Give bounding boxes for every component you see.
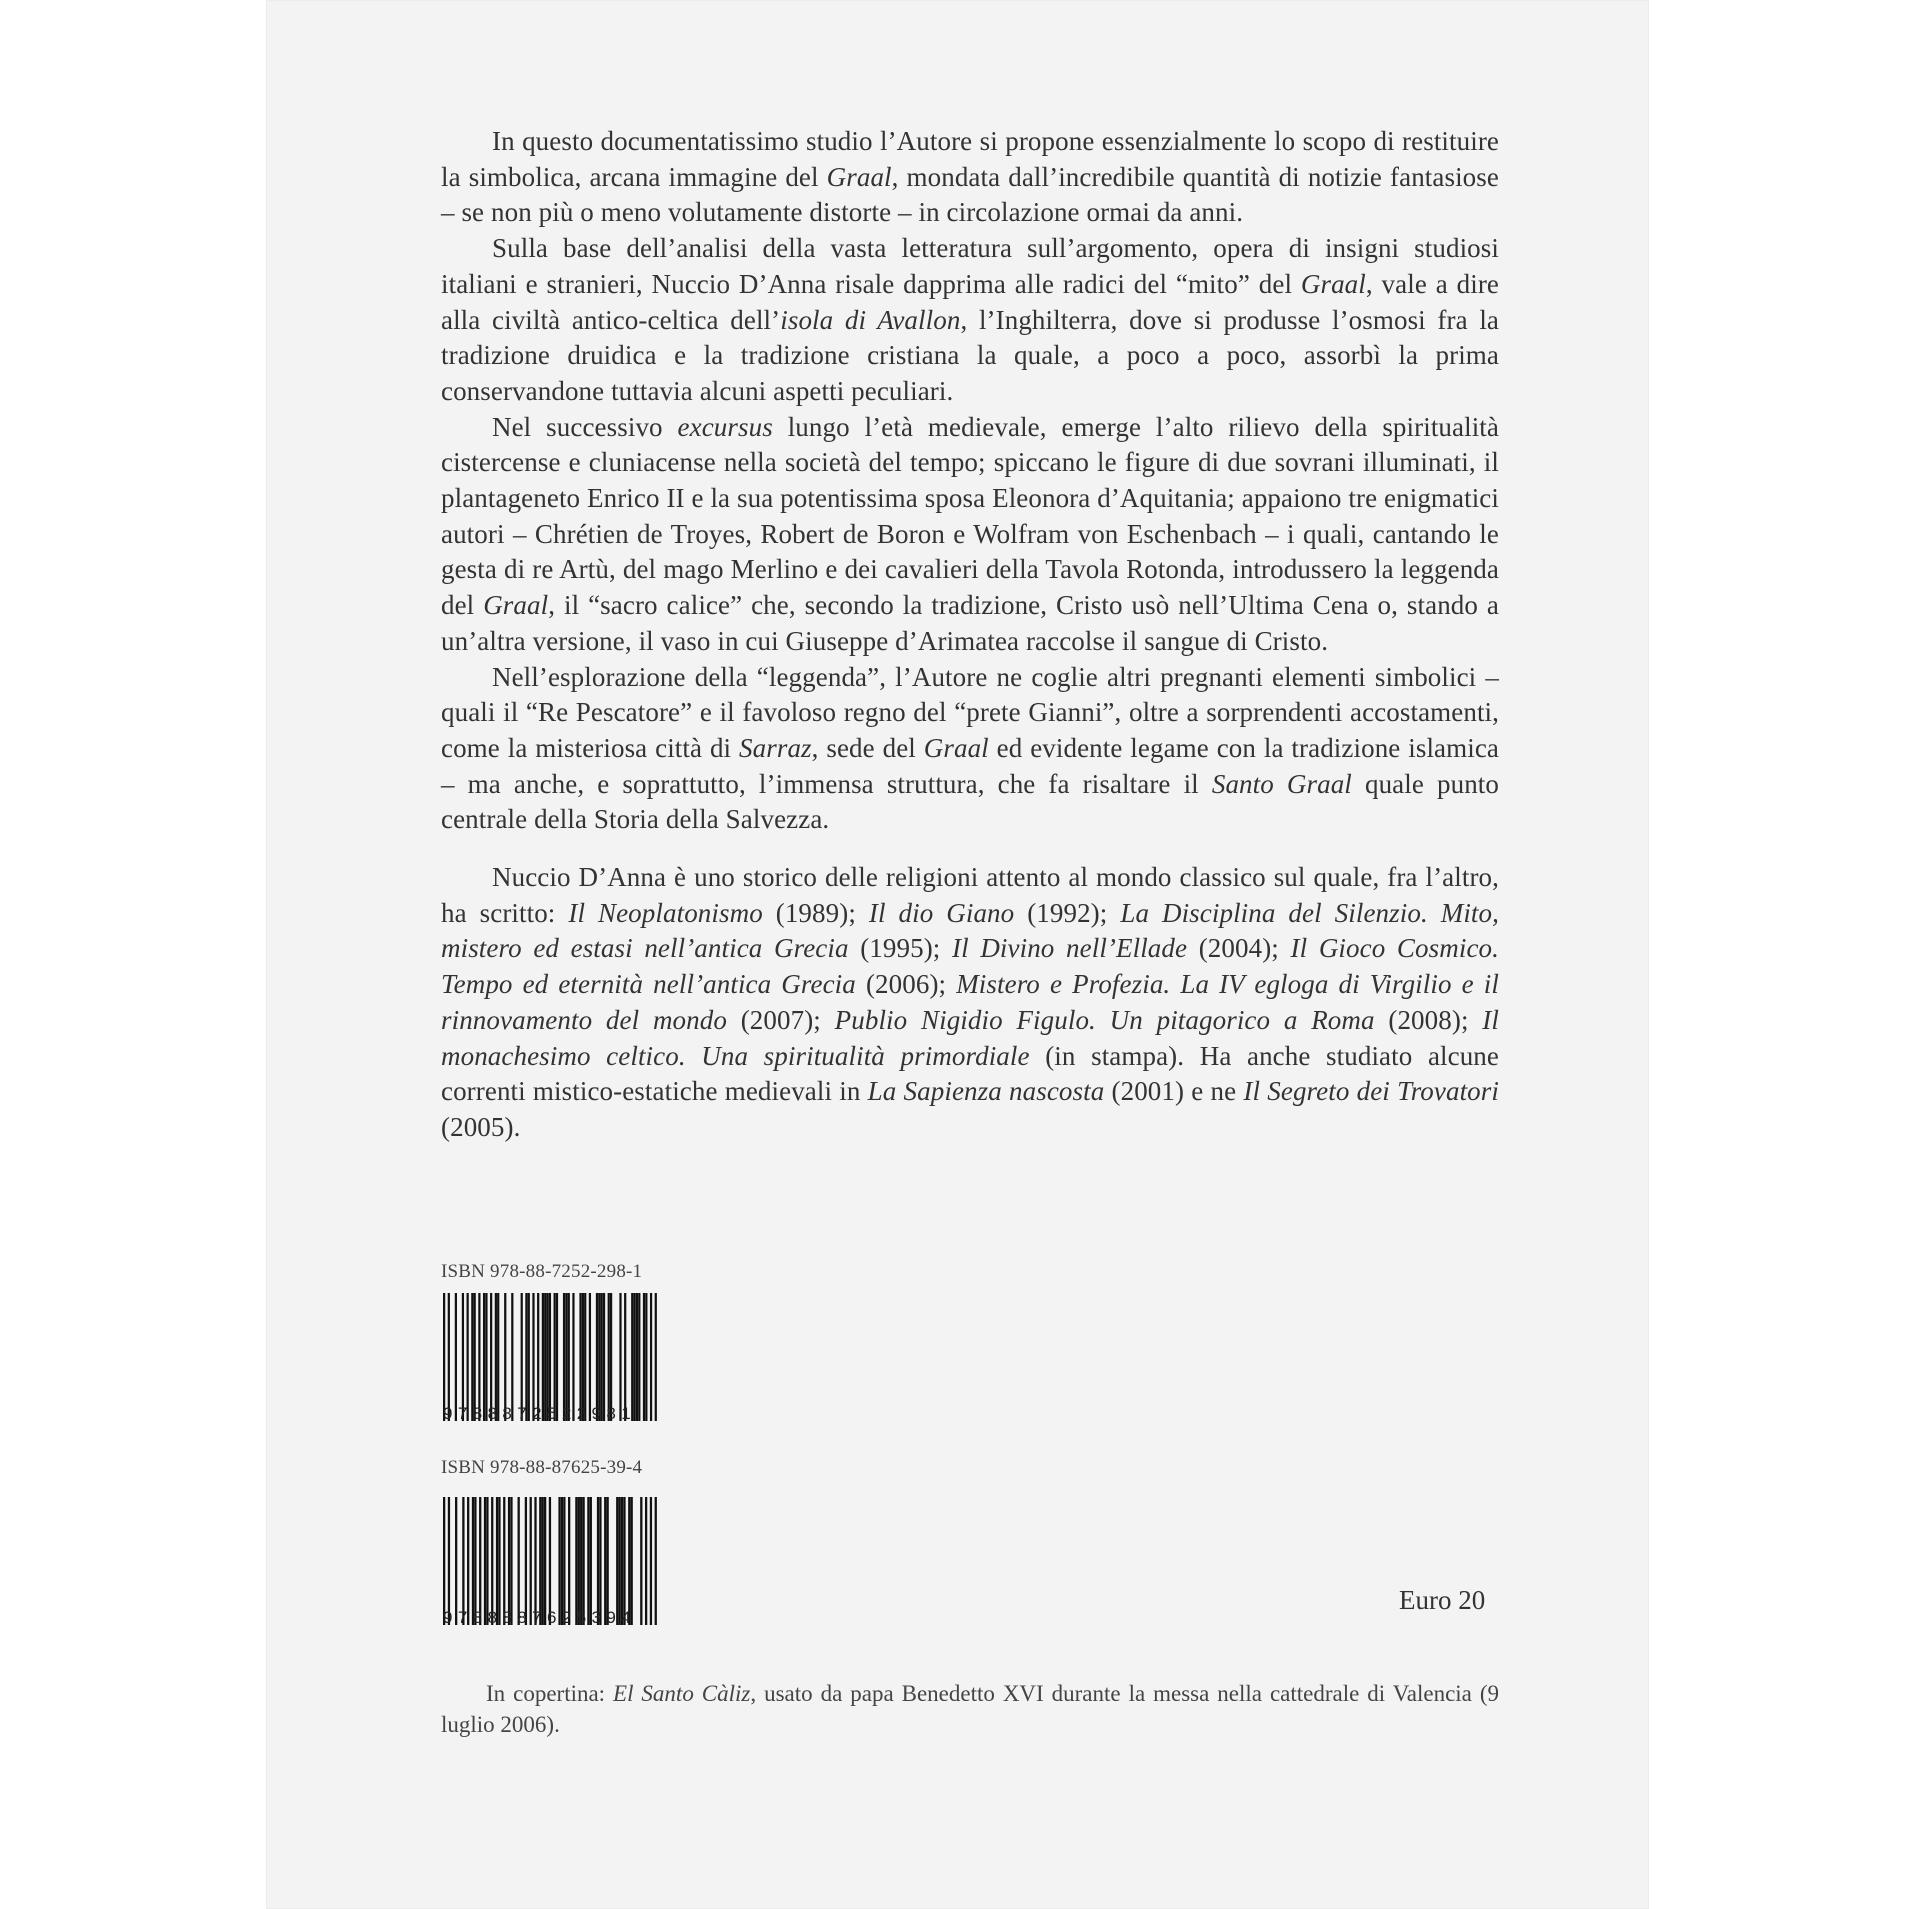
barcode-bar: [558, 1497, 560, 1625]
barcode-bar: [608, 1293, 610, 1421]
blurb-text: [441, 124, 1499, 1146]
barcode-2: [443, 1497, 657, 1625]
barcode-bar: [542, 1293, 544, 1421]
barcode-bar: [467, 1293, 469, 1421]
barcode-bar: [539, 1497, 541, 1625]
barcode-bar: [643, 1293, 645, 1421]
barcode-bar: [554, 1293, 556, 1421]
barcode-bar: [525, 1293, 527, 1421]
italic-title: Il Gioco Cosmico. Tempo ed eternità nell’antica Grecia: [441, 933, 1499, 1000]
barcode-bar: [623, 1497, 625, 1625]
barcode-bar: [645, 1293, 647, 1421]
barcode-bar: [510, 1497, 512, 1625]
barcode-bar: [455, 1293, 457, 1421]
barcode-bar: [490, 1293, 492, 1421]
barcode-bar: [455, 1497, 457, 1625]
italic-title: La Sapienza nascosta: [867, 1076, 1105, 1107]
barcode-bar: [582, 1497, 584, 1625]
barcode-bars: [443, 1497, 657, 1625]
barcode-bar: [650, 1497, 652, 1625]
barcode-bar: [596, 1293, 598, 1421]
barcode-bar: [575, 1497, 577, 1625]
barcode-bar: [511, 1293, 513, 1421]
barcode-bar: [650, 1293, 652, 1421]
italic-title: Publio Nigidio Figulo. Un pitagorico a Roma: [834, 1004, 1375, 1035]
barcode-bar: [580, 1497, 582, 1625]
barcode-bar: [491, 1497, 493, 1625]
italic-title: Il dio Giano: [868, 897, 1015, 928]
barcode-bar: [498, 1497, 500, 1625]
barcode-bar: [544, 1293, 546, 1421]
paragraph-origins: Sulla base dell’analisi della vasta letteratura sull’argomento, opera di insigni studiosi italiani e stranieri, Nuccio D’Anna risale dapprima alle radici del “mito” del Graal, vale a dire alla civiltà antico-celtica dell’isola di Avallon, l’Inghilterra, dove si produsse l’osmosi fra la tradizione druidica e la tradizione cristiana la quale, a poco a poco, assorbì la prima conservandone tuttavia alcuni aspetti peculiari.: [441, 233, 1499, 406]
barcode-bar: [563, 1293, 565, 1421]
isbn-label-1: ISBN 978-88-7252-298-1: [441, 1261, 643, 1282]
barcode-bar: [503, 1497, 505, 1625]
barcode-bar: [568, 1497, 570, 1625]
barcode-bar: [601, 1293, 603, 1421]
barcode-bar: [448, 1293, 450, 1421]
barcode-bar: [631, 1293, 633, 1421]
italic-title: Graal: [1300, 268, 1366, 299]
barcode-bar: [603, 1293, 605, 1421]
italic-title: Santo Graal: [1211, 768, 1352, 799]
italic-title: isola di Avallon: [780, 304, 961, 335]
barcode-bar: [599, 1497, 601, 1625]
barcode-bar: [485, 1293, 487, 1421]
barcode-bar: [604, 1497, 606, 1625]
italic-title: Il Segreto dei Trovatori: [1243, 1076, 1499, 1107]
barcode-bar: [598, 1293, 600, 1421]
barcode-bar: [472, 1497, 474, 1625]
italic-title: Mistero e Profezia. La IV egloga di Virgilio e il rinnovamento del mondo: [441, 969, 1500, 1035]
barcode-bar: [443, 1293, 445, 1421]
barcode-bar: [624, 1293, 626, 1421]
italic-title: La Disciplina del Silenzio. Mito, mistero ed estasi nell’antica Grecia: [441, 897, 1499, 964]
italic-title: Il Divino nell’Ellade: [952, 933, 1188, 964]
barcode-bar: [587, 1497, 589, 1625]
italic-title: Graal: [483, 590, 549, 621]
barcode-bar: [568, 1293, 570, 1421]
barcode-bar: [582, 1293, 584, 1421]
paragraph-intro: In questo documentatissimo studio l’Autore si propone essenzialmente lo scopo di restituire la simbolica, arcana immagine del Graal, mondata dall’incredibile quantità di notizie fantasiose – se non più o meno volutamente distorte – in circolazione ormai da anni.: [441, 126, 1499, 228]
barcode-bar: [484, 1497, 486, 1625]
barcode-bar: [496, 1497, 498, 1625]
barcode-bar: [532, 1293, 534, 1421]
barcode-bar: [655, 1497, 657, 1625]
barcode-bar: [556, 1293, 558, 1421]
barcode-digits-1: 9788872522981: [443, 1404, 637, 1423]
barcode-bar: [518, 1497, 520, 1625]
barcode-bar: [462, 1497, 464, 1625]
barcode-bar: [546, 1293, 548, 1421]
paragraph-author-bio: Nuccio D’Anna è uno storico delle religioni attento al mondo classico sul quale, fra l’altro, ha scritto: Il Neoplatonismo (1989); Il dio Giano (1992); La Disciplina del Silenzio. Mito, mistero ed estasi nell’antica Grecia (1995); Il Divino nell’Ellade (2004); Il Gioco Cosmico. Tempo ed eternità nell’antica Grecia (2006); Mistero e Profezia. La IV egloga di Virgilio e il rinnovamento del mondo (2007); Publio Nigidio Figulo. Un pitagorico a Roma (2008); Il monachesimo celtico. Una spiritualità primordiale (in stampa). Ha anche studiato alcune correnti mistico-estatiche medievali in La Sapienza nascosta (2001) e ne Il Segreto dei Trovatori (2005).: [441, 862, 1500, 1142]
italic-title: Sarraz: [739, 732, 812, 763]
barcode-bar: [636, 1293, 638, 1421]
italic-title: Graal: [826, 161, 892, 192]
barcode-bar: [474, 1293, 476, 1421]
barcode-bars: [443, 1293, 657, 1421]
italic-title: Il Neoplatonismo: [568, 897, 763, 928]
barcode-bar: [631, 1497, 633, 1625]
barcode-bar: [483, 1293, 485, 1421]
barcode-bar: [544, 1497, 546, 1625]
barcode-bar: [474, 1497, 476, 1625]
barcode-bar: [521, 1293, 523, 1421]
barcode-bar: [584, 1293, 586, 1421]
barcode-bar: [589, 1293, 591, 1421]
barcode-bar: [495, 1293, 497, 1421]
barcode-bar: [561, 1497, 563, 1625]
barcode-bar: [563, 1497, 565, 1625]
barcode-bar: [621, 1497, 623, 1625]
barcode-bar: [486, 1497, 488, 1625]
barcode-bar: [542, 1497, 544, 1625]
barcode-bar: [443, 1497, 445, 1625]
barcode-bar: [572, 1293, 574, 1421]
barcode-bar: [619, 1497, 621, 1625]
barcode-bar: [633, 1293, 635, 1421]
paragraph-legend: Nell’esplorazione della “leggenda”, l’Autore ne coglie altri pregnanti elementi simbolici – quali il “Re Pescatore” e il favoloso regno del “prete Gianni”, oltre a sorprendenti accostamenti, come la misteriosa città di Sarraz, sede del Graal ed evidente legame con la tradizione islamica – ma anche, e soprattutto, l’immensa struttura, che fa risaltare il Santo Graal quale punto centrale della Storia della Salvezza.: [441, 661, 1500, 835]
barcode-bar: [534, 1497, 536, 1625]
barcode-bar: [590, 1497, 592, 1625]
barcode-bar: [504, 1293, 506, 1421]
barcode-bar: [462, 1293, 464, 1421]
barcode-1: [443, 1293, 657, 1421]
barcode-bar: [537, 1293, 539, 1421]
barcode-bar: [565, 1293, 567, 1421]
barcode-bar: [497, 1293, 499, 1421]
barcode-bar: [467, 1497, 469, 1625]
barcode-bar: [525, 1497, 527, 1625]
barcode-bar: [508, 1497, 510, 1625]
italic-title: excursus: [677, 411, 773, 442]
barcode-bar: [579, 1293, 581, 1421]
barcode-bar: [655, 1293, 657, 1421]
barcode-bar: [479, 1497, 481, 1625]
price-label: Euro 20: [1399, 1585, 1486, 1615]
barcode-bar: [597, 1497, 599, 1625]
italic-title: Il monachesimo celtico. Una spiritualità primordiale: [441, 1004, 1499, 1071]
barcode-bar: [638, 1293, 640, 1421]
barcode-bar: [448, 1497, 450, 1625]
barcode-bar: [616, 1497, 618, 1625]
barcode-bar: [549, 1497, 551, 1625]
cover-caption: [441, 1678, 1499, 1740]
barcode-bar: [610, 1293, 612, 1421]
barcode-bar: [640, 1497, 642, 1625]
caption-text: In copertina: El Santo Càliz, usato da papa Benedetto XVI durante la messa nella cattedrale di Valencia (9 luglio 2006).: [441, 1681, 1499, 1737]
barcode-bar: [607, 1497, 609, 1625]
barcode-bar: [549, 1293, 551, 1421]
barcode-bar: [578, 1497, 580, 1625]
barcode-bar: [478, 1293, 480, 1421]
italic-title: Graal: [923, 732, 989, 763]
barcode-bar: [528, 1293, 530, 1421]
barcode-bar: [530, 1497, 532, 1625]
barcode-bar: [619, 1293, 621, 1421]
isbn-label-2: ISBN 978-88-87625-39-4: [441, 1457, 643, 1478]
paragraph-medieval: Nel successivo excursus lungo l’età medievale, emerge l’alto rilievo della spiritualità cistercense e cluniacense nella società del tempo; spiccano le figure di due sovrani illuminati, il plantageneto Enrico II e la sua potentissima sposa Eleonora d’Aquitania; appaiono tre enigmatici autori – Chrétien de Troyes, Robert de Boron e Wolfram von Eschenbach – i quali, cantando le gesta di re Artù, del mago Merlino e dei cavalieri della Tavola Rotonda, introdussero la leggenda del Graal, il “sacro calice” che, secondo la tradizione, Cristo usò nell’Ultima Cena o, stando a un’altra versione, il vaso in cui Giuseppe d’Arimatea raccolse il sangue di Cristo.: [441, 411, 1499, 656]
barcode-bar: [628, 1497, 630, 1625]
barcode-digits-2: 9788887625394: [443, 1608, 637, 1627]
italic-title: El Santo Càliz: [613, 1681, 751, 1706]
barcode-bar: [471, 1293, 473, 1421]
barcode-bar: [645, 1497, 647, 1625]
